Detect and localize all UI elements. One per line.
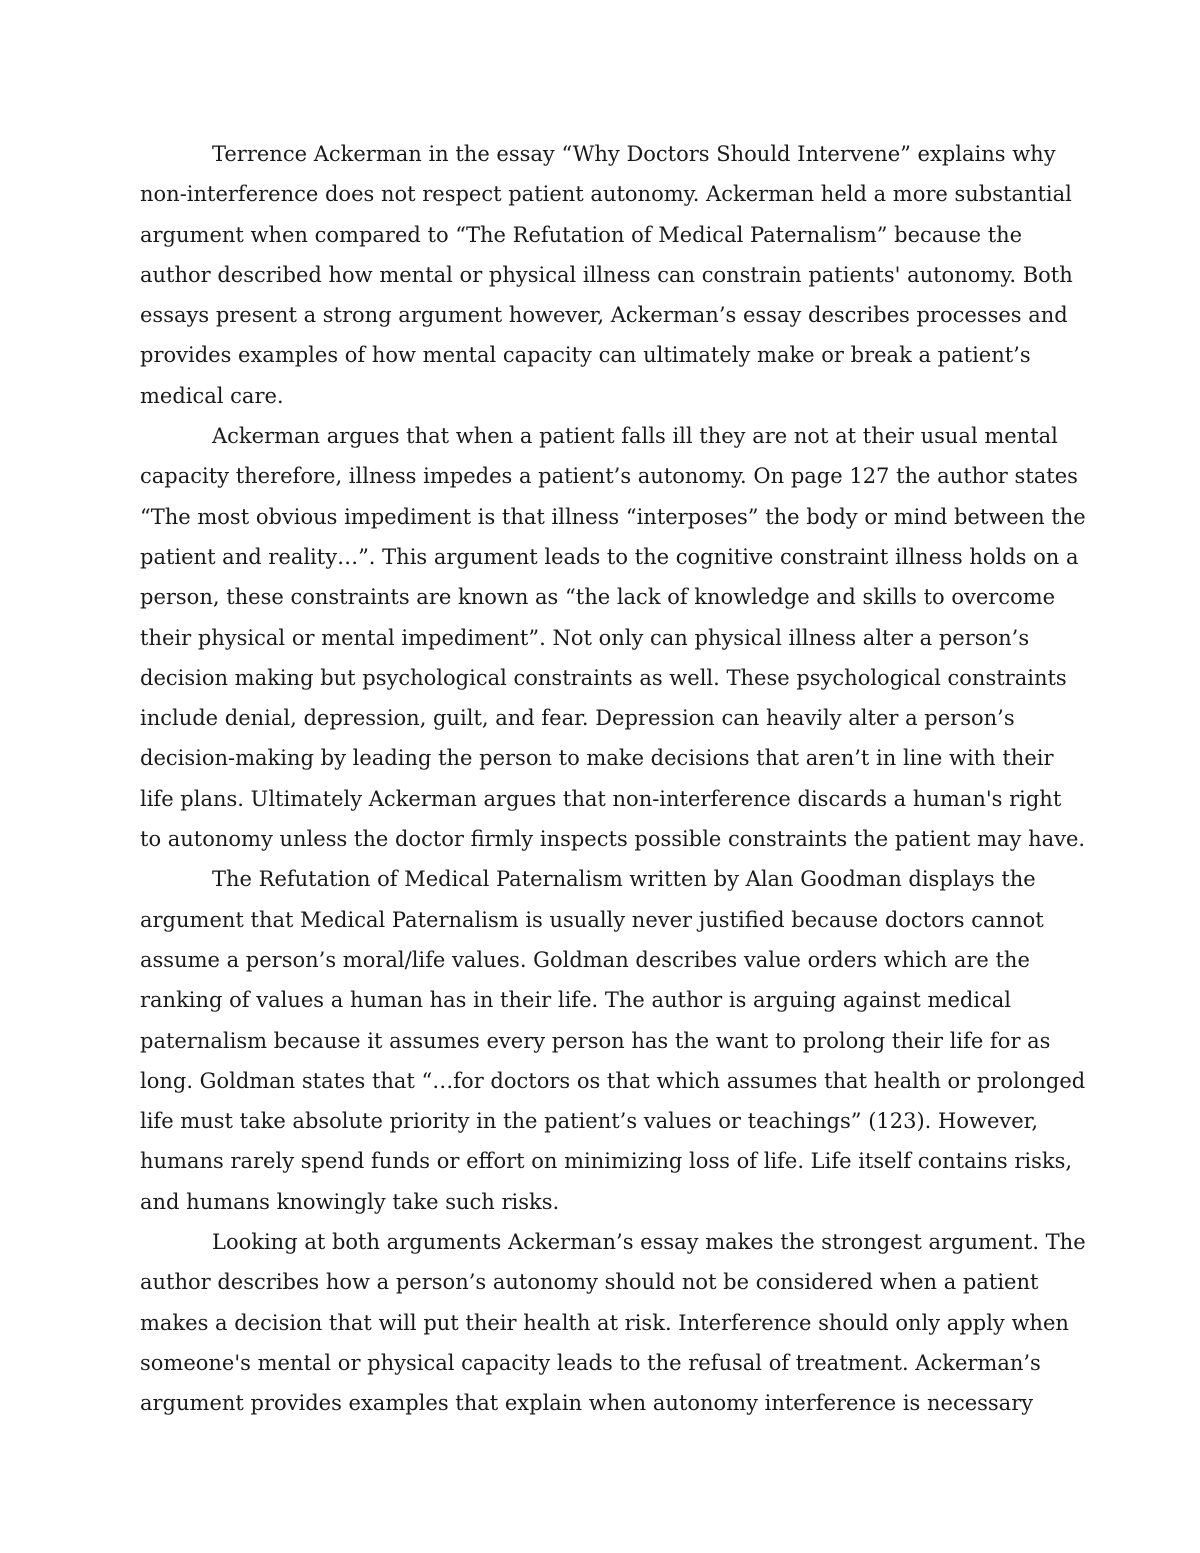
text-line: argument provides examples that explain when autonomy interference is necessary [140, 1391, 1034, 1416]
text-line: non-interference does not respect patient autonomy. Ackerman held a more substantial [140, 182, 1072, 207]
text-line: humans rarely spend funds or effort on minimizing loss of life. Life itself contains risks, [140, 1149, 1073, 1174]
text-line: capacity therefore, illness impedes a patient’s autonomy. On page 127 the author states [140, 464, 1078, 489]
text-line: Ackerman argues that when a patient falls ill they are not at their usual mental [212, 424, 1058, 449]
paragraph-4 [140, 1222, 1086, 1423]
text-line: long. Goldman states that “…for doctors os that which assumes that health or prolonged [140, 1068, 1086, 1093]
text-line: makes a decision that will put their health at risk. Interference should only apply when [140, 1310, 1069, 1335]
text-line: include denial, depression, guilt, and fear. Depression can heavily alter a person’s [140, 706, 1015, 731]
text-line: and humans knowingly take such risks. [140, 1189, 560, 1214]
text-line: person, these constraints are known as “the lack of knowledge and skills to overcome [140, 585, 1056, 610]
text-line: decision-making by leading the person to make decisions that aren’t in line with their [140, 746, 1054, 771]
essay-body [140, 134, 1086, 1424]
text-line: their physical or mental impediment”. Not only can physical illness alter a person’s [140, 625, 1030, 650]
text-line: author describes how a person’s autonomy should not be considered when a patient [140, 1270, 1039, 1295]
text-line: argument when compared to “The Refutation of Medical Paternalism” because the [140, 222, 1023, 247]
text-line: someone's mental or physical capacity leads to the refusal of treatment. Ackerman’s [140, 1350, 1041, 1375]
paragraph-2 [140, 416, 1086, 859]
text-line: author described how mental or physical illness can constrain patients' autonomy. Both [140, 262, 1073, 287]
text-line: Terrence Ackerman in the essay “Why Doctors Should Intervene” explains why [212, 142, 1056, 166]
text-line: paternalism because it assumes every person has the want to prolong their life for as [140, 1028, 1051, 1053]
text-line: medical care. [140, 383, 284, 408]
paragraph-1 [140, 134, 1073, 416]
text-line: Looking at both arguments Ackerman’s essay makes the strongest argument. The [212, 1230, 1086, 1255]
text-line: ranking of values a human has in their life. The author is arguing against medical [140, 988, 1012, 1013]
text-line: to autonomy unless the doctor firmly inspects possible constraints the patient may have. [140, 827, 1086, 852]
text-line: assume a person’s moral/life values. Goldman describes value orders which are the [140, 947, 1030, 972]
text-line: decision making but psychological constraints as well. These psychological constraints [140, 665, 1067, 690]
paragraph-3 [140, 859, 1086, 1222]
text-line: “The most obvious impediment is that illness “interposes” the body or mind between the [140, 504, 1086, 529]
text-line: life plans. Ultimately Ackerman argues that non-interference discards a human's right [140, 786, 1062, 811]
text-line: argument that Medical Paternalism is usually never justified because doctors cannot [140, 907, 1044, 932]
text-line: essays present a strong argument however, Ackerman’s essay describes processes and [140, 303, 1068, 328]
text-line: life must take absolute priority in the patient’s values or teachings” (123). However, [140, 1109, 1039, 1134]
text-line: The Refutation of Medical Paternalism written by Alan Goodman displays the [212, 867, 1036, 892]
text-line: provides examples of how mental capacity can ultimately make or break a patient’s [140, 343, 1031, 368]
text-line: patient and reality…”. This argument leads to the cognitive constraint illness holds on a [140, 544, 1079, 569]
